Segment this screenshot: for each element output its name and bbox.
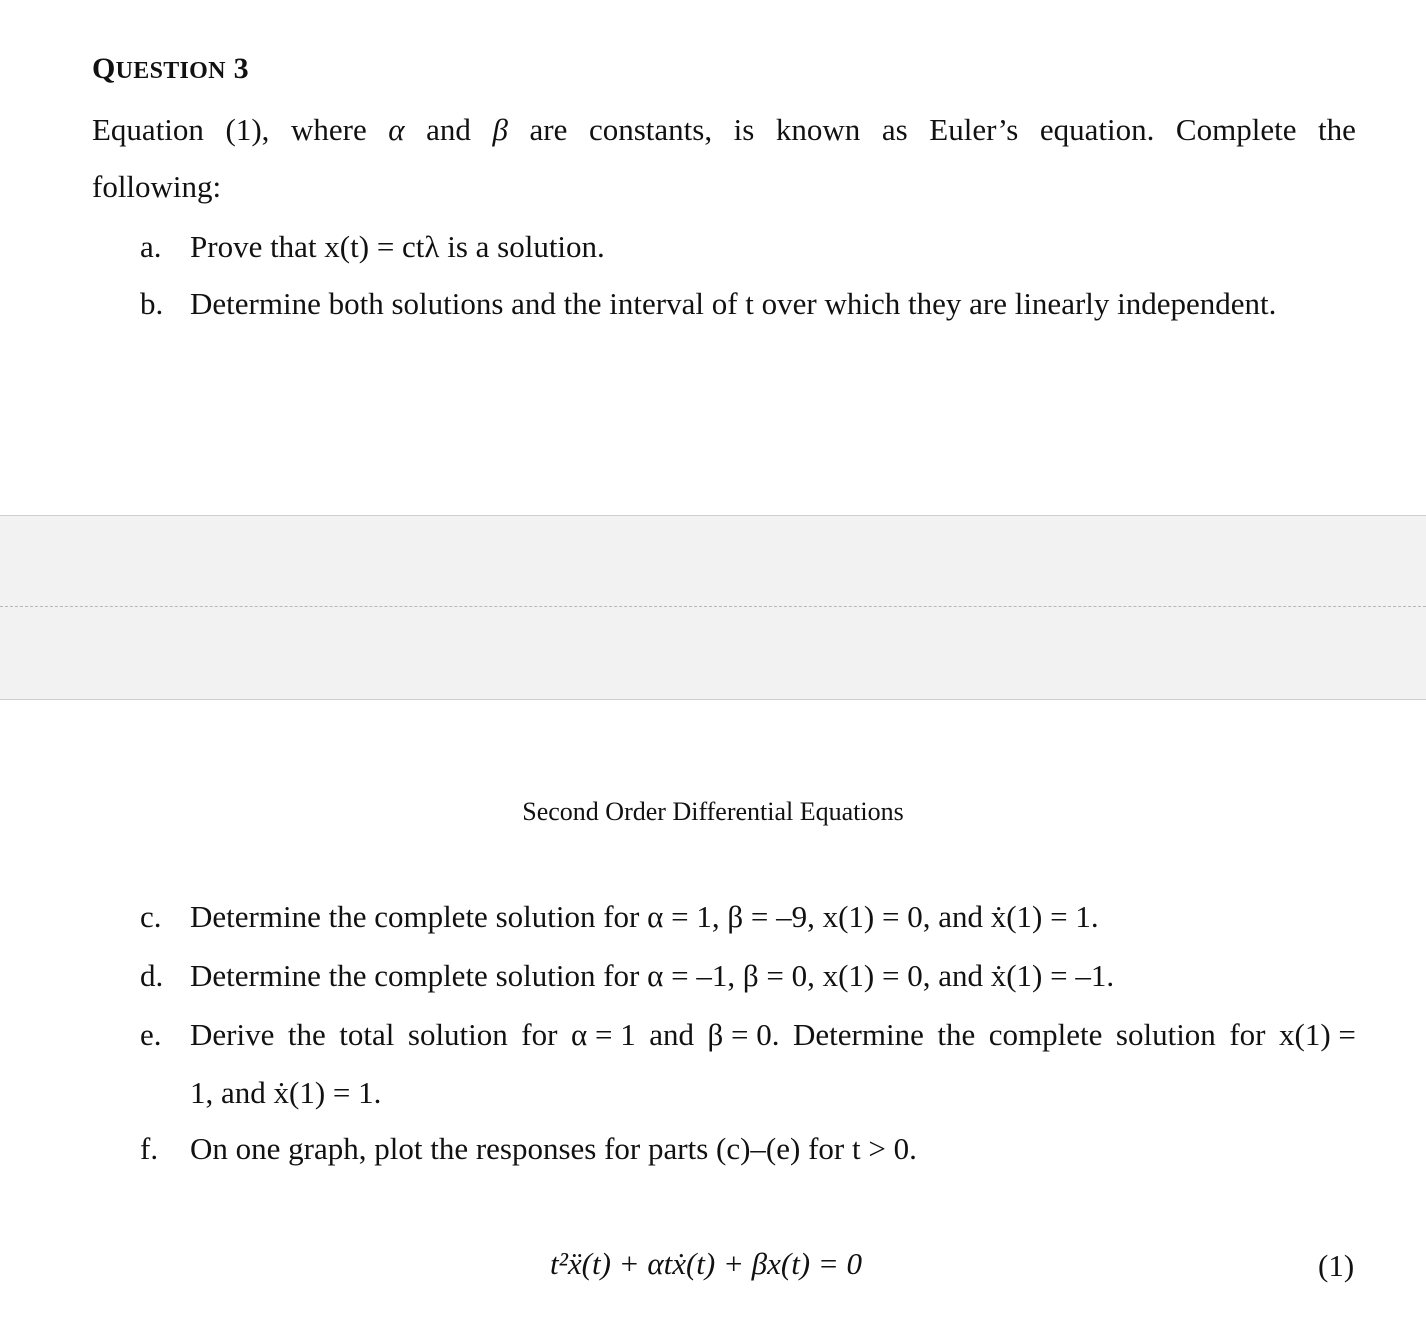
item-word: total <box>339 1017 395 1052</box>
item-e-line-2: 1, and ẋ(1) = 1. <box>190 1075 382 1110</box>
intro-line-1 <box>92 114 1356 145</box>
intro-word: Euler’s <box>929 112 1019 147</box>
page-break-divider <box>0 606 1426 607</box>
item-word: for <box>521 1017 558 1052</box>
intro-word: as <box>881 112 908 147</box>
item-word: β = 0. <box>707 1017 780 1052</box>
euler-equation: t²ẍ(t) + αtẋ(t) + βx(t) = 0 <box>550 1246 863 1281</box>
item-label: e. <box>140 1017 162 1052</box>
intro-line-2: following: <box>92 169 222 204</box>
title-initial: Q <box>92 52 116 85</box>
item-word: and <box>649 1017 694 1052</box>
intro-word: are <box>529 112 568 147</box>
page-header-title: Second Order Differential Equations <box>522 797 904 826</box>
intro-word: known <box>775 112 861 147</box>
list-item-e <box>0 1017 1426 1117</box>
equation-number: (1) <box>1318 1248 1355 1283</box>
intro-word: (1), <box>225 112 270 147</box>
intro-word: is <box>733 112 755 147</box>
intro-word: and <box>426 112 471 147</box>
intro-word: the <box>1318 112 1356 147</box>
item-e-line-1 <box>190 1017 1356 1053</box>
item-word: x(1) = <box>1279 1017 1356 1052</box>
list-item-b <box>0 286 1426 326</box>
list-item-c <box>0 899 1426 939</box>
item-label: f. <box>140 1131 159 1166</box>
list-item-d <box>0 958 1426 998</box>
list-item-a <box>0 229 1426 269</box>
page-break-band <box>0 515 1426 700</box>
title-number: 3 <box>233 52 249 85</box>
intro-word: Complete <box>1175 112 1297 147</box>
intro-word: Equation <box>92 112 204 147</box>
item-text: Determine both solutions and the interval of t over which they are linearly independent. <box>190 286 1277 321</box>
item-label: d. <box>140 958 164 993</box>
title-rest: UESTION <box>115 58 226 84</box>
item-word: Determine <box>793 1017 924 1052</box>
intro-word: equation. <box>1039 112 1155 147</box>
item-text: Determine the complete solution for α = 1, β = –9, x(1) = 0, and ẋ(1) = 1. <box>190 899 1099 934</box>
item-text: Prove that x(t) = ctλ is a solution. <box>190 229 605 264</box>
question-title <box>92 52 249 86</box>
item-word: complete <box>988 1017 1103 1052</box>
item-word: solution <box>407 1017 508 1052</box>
intro-word-beta: β <box>492 112 508 147</box>
item-word: the <box>937 1017 976 1052</box>
list-item-f <box>0 1131 1426 1171</box>
item-text: On one graph, plot the responses for parts (c)–(e) for t > 0. <box>190 1131 917 1166</box>
intro-word: constants, <box>588 112 713 147</box>
item-label: b. <box>140 286 164 321</box>
intro-word: where <box>290 112 367 147</box>
item-word: the <box>287 1017 326 1052</box>
item-word: Derive <box>190 1017 275 1052</box>
item-word: solution <box>1115 1017 1216 1052</box>
item-word: for <box>1229 1017 1266 1052</box>
intro-word-alpha: α <box>388 112 405 147</box>
item-text: Determine the complete solution for α = –1, β = 0, x(1) = 0, and ẋ(1) = –1. <box>190 958 1115 993</box>
item-label: c. <box>140 899 162 934</box>
item-label: a. <box>140 229 162 264</box>
item-word: α = 1 <box>570 1017 636 1052</box>
